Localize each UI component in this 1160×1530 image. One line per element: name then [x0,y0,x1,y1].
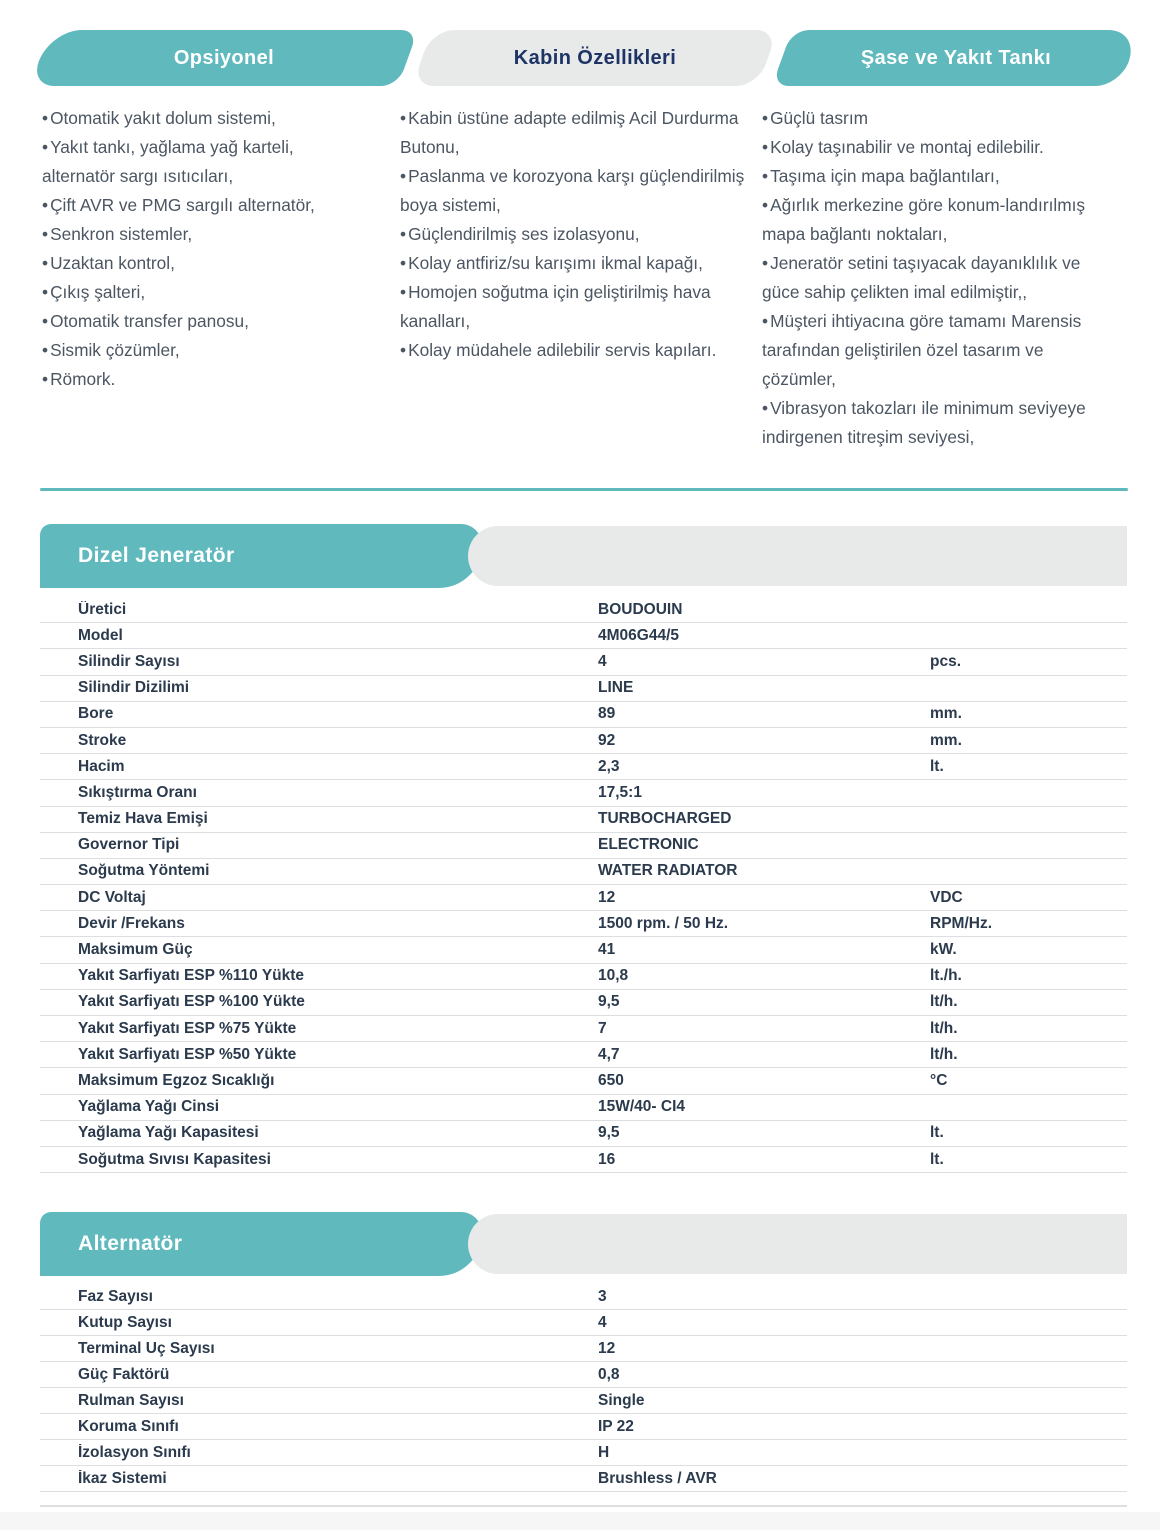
list-item: • Taşıma için mapa bağlantıları, [762,162,1112,191]
table-row [40,911,1127,937]
spec-label: Rulman Sayısı [78,1391,184,1409]
spec-label: Güç Faktörü [78,1365,170,1383]
table-row [40,1310,1127,1336]
table-row [40,1388,1127,1414]
spec-value: Brushless / AVR [598,1469,717,1487]
table-row [40,885,1127,911]
spec-value: WATER RADIATOR [598,862,738,880]
list-item: • Kolay müdahele adilebilir servis kapıları. [400,336,748,365]
spec-unit: °C [930,1071,948,1089]
spec-value: IP 22 [598,1417,634,1435]
spec-value: 7 [598,1019,607,1037]
spec-label: Sıkıştırma Oranı [78,783,197,801]
spec-table-dizel-jenerator [40,597,1127,1173]
spec-label: Soğutma Sıvısı Kapasitesi [78,1150,271,1168]
teal-divider [40,488,1128,491]
table-row [40,649,1127,675]
spec-unit: pcs. [930,652,962,670]
section-pill-companion [468,526,1127,586]
table-row [40,1016,1127,1042]
list-item: • Jeneratör setini taşıyacak dayanıklılık ve güce sahip çelikten imal edilmiştir,, [762,249,1112,307]
spec-value: 12 [598,888,616,906]
list-item: • Otomatik transfer panosu, [42,307,364,336]
spec-value: 17,5:1 [598,783,642,801]
spec-label: Faz Sayısı [78,1287,153,1305]
section-pill-kabin-ozellikleri [422,30,768,86]
spec-value: 4 [598,1313,607,1331]
table-row [40,728,1127,754]
spec-label: DC Voltaj [78,888,146,906]
spec-value: 92 [598,731,616,749]
spec-unit: lt/h. [930,1045,958,1063]
spec-label: Kutup Sayısı [78,1313,172,1331]
bottom-gray-band [0,1512,1160,1530]
table-row [40,1414,1127,1440]
table-row [40,623,1127,649]
table-row [40,937,1127,963]
spec-label: Stroke [78,731,127,749]
spec-value: TURBOCHARGED [598,810,732,828]
spec-value: 2,3 [598,757,620,775]
table-row [40,1095,1127,1121]
spec-unit: lt. [930,1124,944,1142]
spec-label: Maksimum Egzoz Sıcaklığı [78,1071,275,1089]
list-item: • Vibrasyon takozları ile minimum seviyeye indirgenen titreşim seviyesi, [762,394,1112,452]
spec-label: Soğutma Yöntemi [78,862,210,880]
section-pill-dizel-jenerator [40,524,482,588]
spec-value: 4,7 [598,1045,620,1063]
spec-value: 12 [598,1339,616,1357]
spec-value: 10,8 [598,967,629,985]
spec-label: Yağlama Yağı Cinsi [78,1098,220,1116]
spec-value: 4M06G44/5 [598,626,679,644]
table-row [40,780,1127,806]
spec-value: 15W/40- CI4 [598,1098,686,1116]
spec-value: ELECTRONIC [598,836,699,854]
spec-unit: lt. [930,1150,944,1168]
spec-unit: VDC [930,888,963,906]
spec-label: Hacim [78,757,125,775]
section-title: Alternatör [78,1232,183,1255]
list-item: • Kolay taşınabilir ve montaj edilebilir. [762,133,1112,162]
spec-label: Yakıt Sarfiyatı ESP %100 Yükte [78,993,305,1011]
bullet-list-sase-ve-yakit-tanki [762,104,1112,452]
spec-unit: kW. [930,941,957,959]
spec-label: Yağlama Yağı Kapasitesi [78,1124,259,1142]
list-item: • Paslanma ve korozyona karşı güçlendirilmiş boya sistemi, [400,162,748,220]
list-item: • Kolay antfiriz/su karışımı ikmal kapağı, [400,249,748,278]
spec-label: Bore [78,705,114,723]
table-row [40,1068,1127,1094]
table-row [40,1147,1127,1173]
footer-divider [40,1505,1127,1507]
table-row [40,1121,1127,1147]
spec-value: 650 [598,1071,624,1089]
list-item: • Güçlü tasrım [762,104,1112,133]
list-item: • Çift AVR ve PMG sargılı alternatör, [42,191,364,220]
list-item: • Otomatik yakıt dolum sistemi, [42,104,364,133]
list-item: • Güçlendirilmiş ses izolasyonu, [400,220,748,249]
section-pill-alternator [40,1212,482,1276]
spec-unit: lt/h. [930,993,958,1011]
spec-value: 1500 rpm. / 50 Hz. [598,914,729,932]
spec-label: Temiz Hava Emişi [78,810,208,828]
spec-table-alternator [40,1284,1127,1492]
spec-unit: lt. [930,757,944,775]
spec-label: Silindir Dizilimi [78,679,190,697]
table-row [40,964,1127,990]
spec-value: BOUDOUIN [598,600,683,618]
spec-value: 3 [598,1287,607,1305]
table-row [40,807,1127,833]
list-item: • Senkron sistemler, [42,220,364,249]
bullet-list-opsiyonel [42,104,364,394]
table-row [40,1284,1127,1310]
spec-label: Koruma Sınıfı [78,1417,179,1435]
spec-value: H [598,1443,610,1461]
section-title: Şase ve Yakıt Tankı [860,46,1052,69]
table-row [40,702,1127,728]
spec-value: 89 [598,705,616,723]
list-item: • Müşteri ihtiyacına göre tamamı Marensis tarafından geliştirilen özel tasarım ve çözümler, [762,307,1112,394]
spec-value: LINE [598,679,634,697]
spec-value: 4 [598,652,607,670]
table-row [40,1042,1127,1068]
table-row [40,1336,1127,1362]
table-row [40,1362,1127,1388]
section-pill-sase-ve-yakit-tanki [782,30,1130,86]
table-row [40,754,1127,780]
spec-value: 41 [598,941,616,959]
spec-value: 9,5 [598,1124,620,1142]
spec-value: 9,5 [598,993,620,1011]
spec-label: Maksimum Güç [78,941,193,959]
list-item: • Homojen soğutma için geliştirilmiş hava kanalları, [400,278,748,336]
spec-label: Model [78,626,123,644]
spec-label: Governor Tipi [78,836,180,854]
spec-value: 16 [598,1150,616,1168]
table-row [40,676,1127,702]
list-item: • Kabin üstüne adapte edilmiş Acil Durdurma Butonu, [400,104,748,162]
spec-value: 0,8 [598,1365,620,1383]
table-row [40,833,1127,859]
spec-unit: lt./h. [930,967,962,985]
list-item: • Römork. [42,365,364,394]
spec-label: Devir /Frekans [78,914,185,932]
section-pill-companion [468,1214,1127,1274]
list-item: • Sismik çözümler, [42,336,364,365]
spec-unit: mm. [930,705,962,723]
spec-label: Yakıt Sarfiyatı ESP %110 Yükte [78,967,305,985]
table-row [40,597,1127,623]
list-item: • Yakıt tankı, yağlama yağ karteli, alternatör sargı ısıtıcıları, [42,133,364,191]
list-item: • Çıkış şalteri, [42,278,364,307]
spec-unit: RPM/Hz. [930,914,992,932]
spec-label: Silindir Sayısı [78,652,180,670]
spec-label: İzolasyon Sınıfı [78,1443,191,1461]
section-title: Dizel Jeneratör [78,544,235,567]
spec-label: Üretici [78,600,127,618]
spec-label: Terminal Uç Sayısı [78,1339,215,1357]
spec-label: İkaz Sistemi [78,1469,167,1487]
spec-value: Single [598,1391,645,1409]
section-title: Opsiyonel [173,46,275,69]
spec-label: Yakıt Sarfiyatı ESP %75 Yükte [78,1019,297,1037]
table-row [40,1440,1127,1466]
spec-unit: lt/h. [930,1019,958,1037]
section-title: Kabin Özellikleri [513,46,677,69]
table-row [40,859,1127,885]
bullet-list-kabin-ozellikleri [400,104,748,365]
list-item: • Uzaktan kontrol, [42,249,364,278]
list-item: • Ağırlık merkezine göre konum-landırılmış mapa bağlantı noktaları, [762,191,1112,249]
table-row [40,990,1127,1016]
table-row [40,1466,1127,1492]
section-pill-opsiyonel [40,30,408,86]
spec-unit: mm. [930,731,962,749]
spec-label: Yakıt Sarfiyatı ESP %50 Yükte [78,1045,297,1063]
